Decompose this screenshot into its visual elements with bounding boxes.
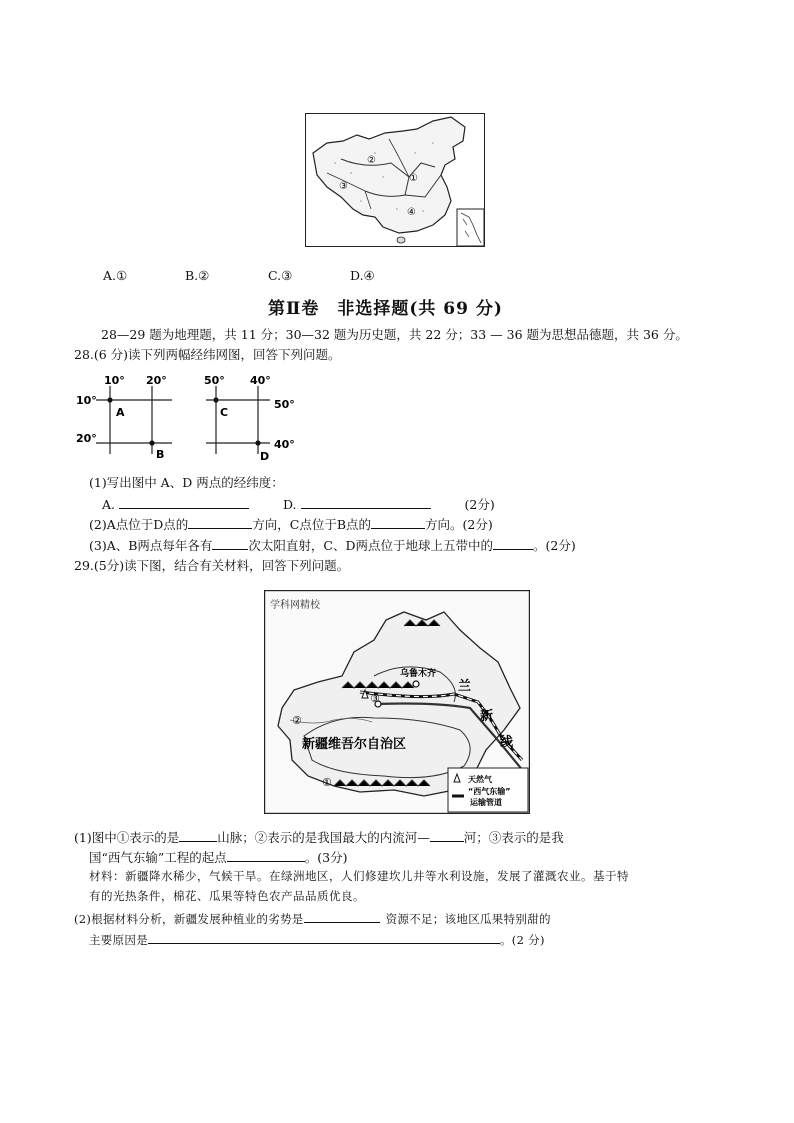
q28-sub2-blank-1[interactable]	[188, 515, 252, 529]
q28-sub2-text-2: 方向，C点位于B点的	[252, 517, 372, 532]
map-region-xinjiang: 新疆维吾尔自治区	[302, 737, 407, 752]
q29-stem: 29.(5分)读下图，结合有关材料，回答下列问题。	[74, 558, 350, 573]
grid1-point-a: A	[116, 406, 125, 419]
map-label-4: ④	[407, 207, 416, 218]
q28-sub1-answers	[102, 495, 495, 513]
q29-sub2-line2	[89, 930, 545, 949]
grid1-point-b: B	[156, 448, 165, 461]
map-label-3: ③	[339, 181, 348, 192]
q28-sub2-text-3: 方向。(2分)	[425, 517, 493, 532]
q29-sub2-line1	[74, 909, 551, 928]
map-marker-2: ②	[292, 714, 302, 727]
q29-sub1-blank-1[interactable]	[179, 828, 217, 842]
q29-sub2-text-2: 资源不足；该地区瓜果特别甜的	[385, 912, 551, 926]
q28-stem: 28.(6 分)读下列两幅经纬网图，回答下列问题。	[74, 347, 341, 362]
section-intro: 28—29 题为地理题，共 11 分；30—32 题为历史题，共 22 分；33 — 36 题为思想品德题，共 36 分。	[101, 327, 688, 342]
q29-material-line2: 有的光热条件，棉花、瓜果等特色农产品品质优良。	[89, 889, 365, 903]
q29-sub1-text-1: (1)图中①表示的是	[74, 830, 180, 845]
choice-a[interactable]: A.①	[103, 268, 128, 283]
grid2-lat2: 40°	[274, 438, 295, 451]
grid2-lat1: 50°	[274, 398, 295, 411]
q28-sub1-d-label: D.	[282, 497, 297, 512]
map-marker-3: ③	[370, 692, 380, 705]
q28-grid-figure-2	[200, 372, 310, 464]
xinjiang-map-figure	[264, 590, 530, 814]
q28-grid-figure-1	[74, 372, 184, 464]
map-label-2: ②	[367, 155, 376, 166]
q29-sub1-line2	[89, 848, 348, 866]
q28-sub2-text-1: (2)A点位于D点的	[89, 517, 189, 532]
q28-answer-d-blank[interactable]	[301, 495, 431, 509]
map-legend	[448, 768, 528, 812]
legend-gas-label: 天然气	[468, 775, 492, 784]
q29-sub1-blank-2[interactable]	[430, 828, 464, 842]
grid1-lat2: 20°	[76, 432, 97, 445]
map-rail-label-xin: 新	[480, 709, 494, 724]
grid1-lon1: 10°	[104, 374, 125, 387]
map-watermark: 学科网精校	[270, 600, 320, 611]
map-label-1: ①	[409, 173, 418, 184]
q28-sub1-score: (2分)	[464, 497, 495, 512]
grid2-point-d: D	[260, 450, 270, 463]
china-map-svg	[305, 113, 485, 247]
q28-sub3-text-3: 。(2分)	[533, 538, 576, 553]
q28-sub3	[89, 536, 576, 554]
q29-sub1-text-2: 山脉；②表示的是我国最大的内流河—	[217, 830, 430, 845]
q28-sub1: (1)写出图中 A、D 两点的经纬度：	[89, 475, 284, 490]
q29-sub1-line1	[74, 828, 564, 846]
q28-sub3-text-2: 次太阳直射，C、D两点位于地球上五带中的	[248, 538, 494, 553]
choice-d[interactable]: D.④	[350, 268, 375, 283]
q29-sub2-blank-1[interactable]	[304, 909, 380, 923]
map-rail-label-lan: 兰	[458, 679, 472, 694]
grid1-lon2: 20°	[146, 374, 167, 387]
map-city-urumqi: 乌鲁木齐	[400, 669, 437, 679]
q29-sub2-l2-text-1: 主要原因是	[89, 933, 148, 947]
q28-answer-a-blank[interactable]	[119, 495, 249, 509]
q28-sub2	[89, 515, 493, 533]
section-title: 第Ⅱ卷 非选择题(共 69 分)	[268, 299, 503, 319]
choice-b[interactable]: B.②	[185, 268, 210, 283]
grid2-lon1: 50°	[204, 374, 225, 387]
q29-sub2-text-1: (2)根据材料分析，新疆发展种植业的劣势是	[74, 912, 304, 926]
q28-sub3-blank-1[interactable]	[212, 536, 248, 550]
legend-pipe-label-2: 运输管道	[470, 798, 502, 807]
q29-sub1-blank-3[interactable]	[227, 848, 305, 862]
q28-sub1-a-label: A.	[102, 497, 116, 512]
grid1-lat1: 10°	[76, 394, 97, 407]
q29-sub1-text-3: 河；③表示的是我	[463, 830, 564, 845]
q29-sub2-l2-text-2: 。(2 分)	[500, 933, 545, 947]
map-marker-1: ①	[322, 776, 332, 789]
grid2-point-c: C	[220, 406, 229, 419]
choice-c[interactable]: C.③	[268, 268, 293, 283]
q29-sub1-l2-text-1: 国“西气东输”工程的起点	[89, 850, 227, 865]
q29-sub2-blank-2[interactable]	[148, 930, 500, 944]
q28-sub2-blank-2[interactable]	[371, 515, 425, 529]
china-map-figure	[305, 113, 485, 247]
grid2-lon2: 40°	[250, 374, 271, 387]
q29-material-line1: 材料：新疆降水稀少，气候干旱。在绿洲地区，人们修建坎儿井等水利设施，发展了灌溉农业。基于特	[89, 869, 629, 883]
map-rail-label-xian: 线	[500, 735, 514, 750]
q29-sub1-l2-text-2: 。(3分)	[304, 850, 348, 865]
q28-sub3-blank-2[interactable]	[493, 536, 533, 550]
legend-pipe-label-1: “西气东输”	[468, 787, 511, 796]
q28-sub3-text-1: (3)A、B两点每年各有	[89, 538, 213, 553]
